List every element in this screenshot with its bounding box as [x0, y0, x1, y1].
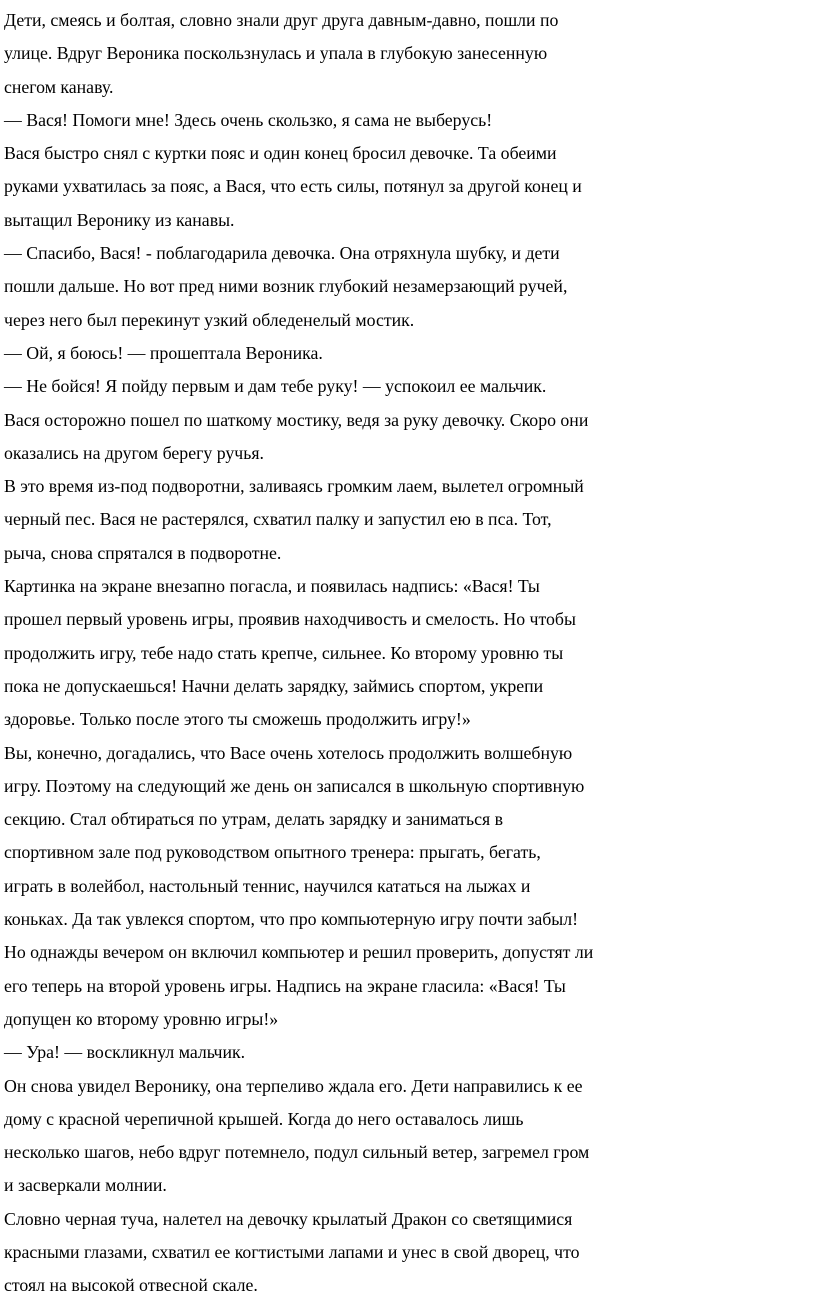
text-line: его теперь на второй уровень игры. Надпись на экране гласила: «Вася! Ты — [4, 975, 566, 996]
text-line: секцию. Стал обтираться по утрам, делать зарядку и заниматься в — [4, 809, 504, 830]
text-line: Он снова увидел Веронику, она терпеливо ждала его. Дети направились к ее — [4, 1075, 583, 1096]
text-line: Вы, конечно, догадались, что Васе очень хотелось продолжить волшебную — [4, 742, 573, 763]
text-line: рыча, снова спрятался в подворотне. — [4, 542, 282, 563]
text-line: вытащил Веронику из канавы. — [4, 209, 235, 230]
text-line: черный пес. Вася не растерялся, схватил палку и запустил ею в пса. Тот, — [4, 509, 552, 530]
text-line: улице. Вдруг Вероника поскользнулась и упала в глубокую занесенную — [4, 43, 548, 64]
text-line: В это время из-под подворотни, заливаясь громким лаем, вылетел огромный — [4, 476, 584, 497]
text-line: продолжить игру, тебе надо стать крепче, сильнее. Ко второму уровню ты — [4, 642, 564, 663]
text-line: через него был перекинут узкий обледенелый мостик. — [4, 309, 415, 330]
text-line: — Не бойся! Я пойду первым и дам тебе руку! — успокоил ее мальчик. — [4, 376, 547, 397]
text-line: красными глазами, схватил ее когтистыми лапами и унес в свой дворец, что — [4, 1241, 580, 1262]
text-line: играть в волейбол, настольный теннис, научился кататься на лыжах и — [4, 875, 531, 896]
text-line: пока не допускаешься! Начни делать зарядку, займись спортом, укрепи — [4, 675, 544, 696]
text-line: прошел первый уровень игры, проявив находчивость и смелость. Но чтобы — [4, 609, 576, 630]
text-line: игру. Поэтому на следующий же день он записался в школьную спортивную — [4, 775, 585, 796]
text-line: дому с красной черепичной крышей. Когда до него оставалось лишь — [4, 1108, 524, 1129]
text-line: — Ой, я боюсь! — прошептала Вероника. — [4, 342, 323, 363]
text-line: — Вася! Помоги мне! Здесь очень скользко, я сама не выберусь! — [4, 109, 493, 130]
text-line: Картинка на экране внезапно погасла, и появилась надпись: «Вася! Ты — [4, 576, 540, 597]
text-line: снегом канаву. — [4, 76, 114, 97]
text-line: Вася осторожно пошел по шаткому мостику, ведя за руку девочку. Скоро они — [4, 409, 589, 430]
text-line: стоял на высокой отвесной скале. — [4, 1275, 258, 1296]
text-line: здоровье. Только после этого ты сможешь продолжить игру!» — [4, 709, 471, 730]
story-text — [4, 4, 816, 1303]
text-line: спортивном зале под руководством опытного тренера: прыгать, бегать, — [4, 842, 541, 863]
text-line: Но однажды вечером он включил компьютер и решил проверить, допустят ли — [4, 942, 594, 963]
text-line: Словно черная туча, налетел на девочку крылатый Дракон со светящимися — [4, 1208, 573, 1229]
text-line: допущен ко второму уровню игры!» — [4, 1008, 279, 1029]
text-line: пошли дальше. Но вот пред ними возник глубокий незамерзающий ручей, — [4, 276, 568, 297]
text-line: Дети, смеясь и болтая, словно знали друг друга давным-давно, пошли по — [4, 10, 559, 30]
text-line: — Спасибо, Вася! - поблагодарила девочка. Она отряхнула шубку, и дети — [4, 243, 560, 264]
text-line: Вася быстро снял с куртки пояс и один конец бросил девочке. Та обеими — [4, 143, 557, 164]
text-line: оказались на другом берегу ручья. — [4, 442, 264, 463]
text-line: несколько шагов, небо вдруг потемнело, подул сильный ветер, загремел гром — [4, 1142, 590, 1163]
text-line: руками ухватилась за пояс, а Вася, что есть силы, потянул за другой конец и — [4, 176, 582, 197]
text-line: и засверкали молнии. — [4, 1175, 167, 1196]
text-line: — Ура! — воскликнул мальчик. — [4, 1042, 246, 1063]
text-line: коньках. Да так увлекся спортом, что про компьютерную игру почти забыл! — [4, 909, 579, 930]
